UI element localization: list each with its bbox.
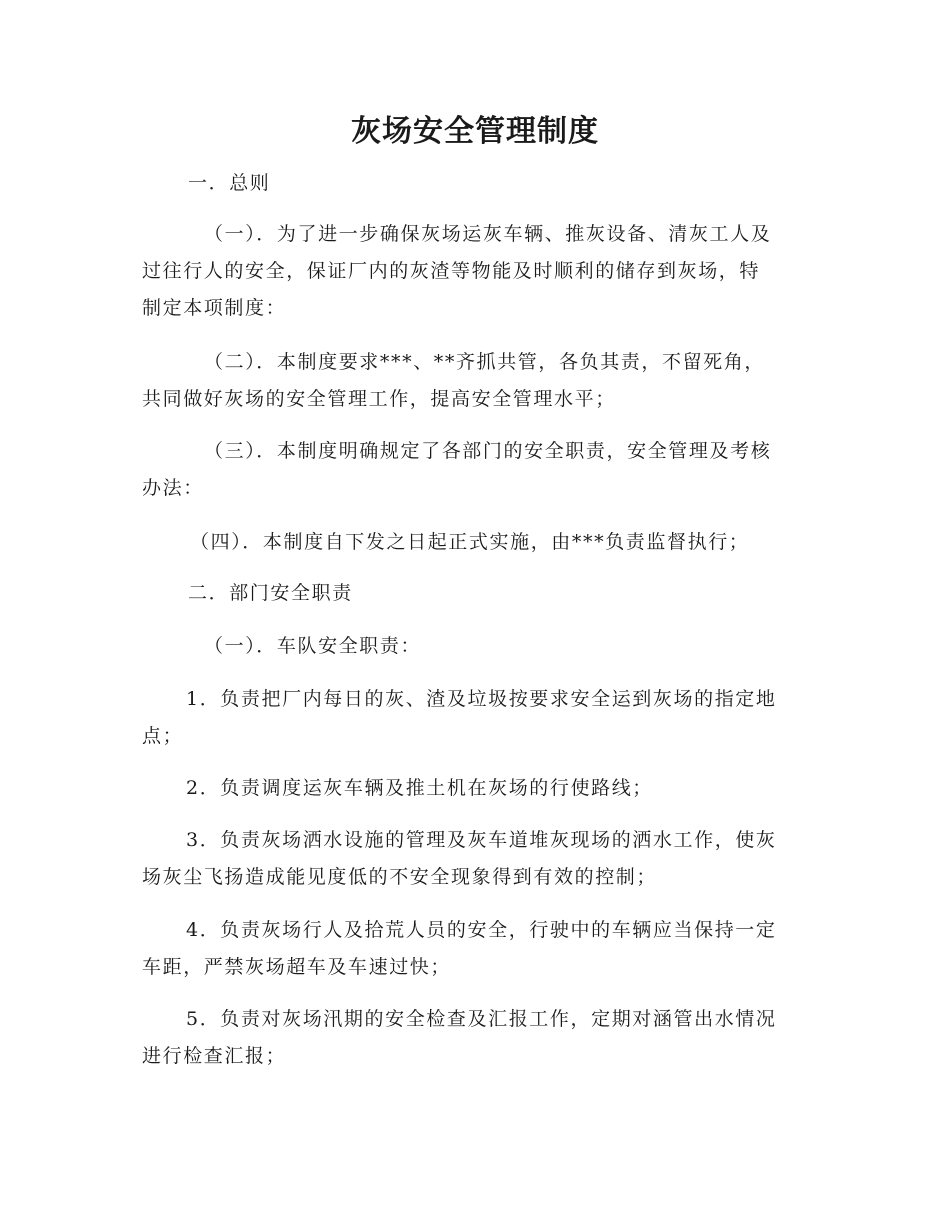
- subsection-heading-fleet: [142, 628, 810, 665]
- list-item-1: [142, 681, 810, 755]
- list-item-3: [142, 822, 810, 896]
- text-line: 车距，严禁灰场超车及车速过快；: [142, 956, 452, 978]
- section-heading-general: [188, 165, 856, 202]
- text-line: （一）．车队安全职责：: [204, 635, 422, 657]
- text-line: 过往行人的安全，保证厂内的灰渣等物能及时顺利的储存到灰场，特: [142, 260, 761, 282]
- section-heading-department-duties: [188, 575, 856, 612]
- text-line: 共同做好灰场的安全管理工作，提高安全管理水平；: [142, 388, 616, 410]
- paragraph-1: [142, 216, 810, 327]
- text-line: （一）．为了进一步确保灰场运灰车辆、推灰设备、清灰工人及: [204, 223, 772, 245]
- text-line: （四）．本制度自下发之日起正式实施，由***负责监督执行；: [190, 531, 750, 553]
- text-line: 办法：: [142, 477, 204, 499]
- document-title: 灰场安全管理制度: [351, 114, 599, 149]
- text-line: 场灰尘飞扬造成能见度低的不安全现象得到有效的控制；: [142, 866, 658, 888]
- text-line: 4．负责灰场行人及拾荒人员的安全，行驶中的车辆应当保持一定: [186, 919, 777, 941]
- list-item-2: [142, 770, 810, 807]
- text-line: 1．负责把厂内每日的灰、渣及垃圾按要求安全运到灰场的指定地: [186, 688, 777, 710]
- paragraph-4: [142, 524, 810, 561]
- text-line: 一．总则: [188, 172, 271, 194]
- text-line: （三）．本制度明确规定了各部门的安全职责，安全管理及考核: [204, 440, 772, 462]
- text-line: （二）．本制度要求***、**齐抓共管，各负其责，不留死角，: [204, 351, 766, 373]
- text-line: 2．负责调度运灰车辆及推土机在灰场的行使路线；: [186, 777, 653, 799]
- text-line: 二．部门安全职责: [188, 582, 353, 604]
- text-line: 3．负责灰场洒水设施的管理及灰车道堆灰现场的洒水工作，使灰: [186, 829, 777, 851]
- text-line: 5．负责对灰场汛期的安全检查及汇报工作，定期对涵管出水情况: [186, 1008, 777, 1030]
- list-item-4: [142, 912, 810, 986]
- text-line: 点；: [142, 725, 184, 747]
- text-line: 制定本项制度：: [142, 297, 287, 319]
- text-line: 进行检查汇报；: [142, 1045, 287, 1067]
- paragraph-3: [142, 433, 810, 507]
- paragraph-2: [142, 344, 810, 418]
- list-item-5: [142, 1001, 810, 1075]
